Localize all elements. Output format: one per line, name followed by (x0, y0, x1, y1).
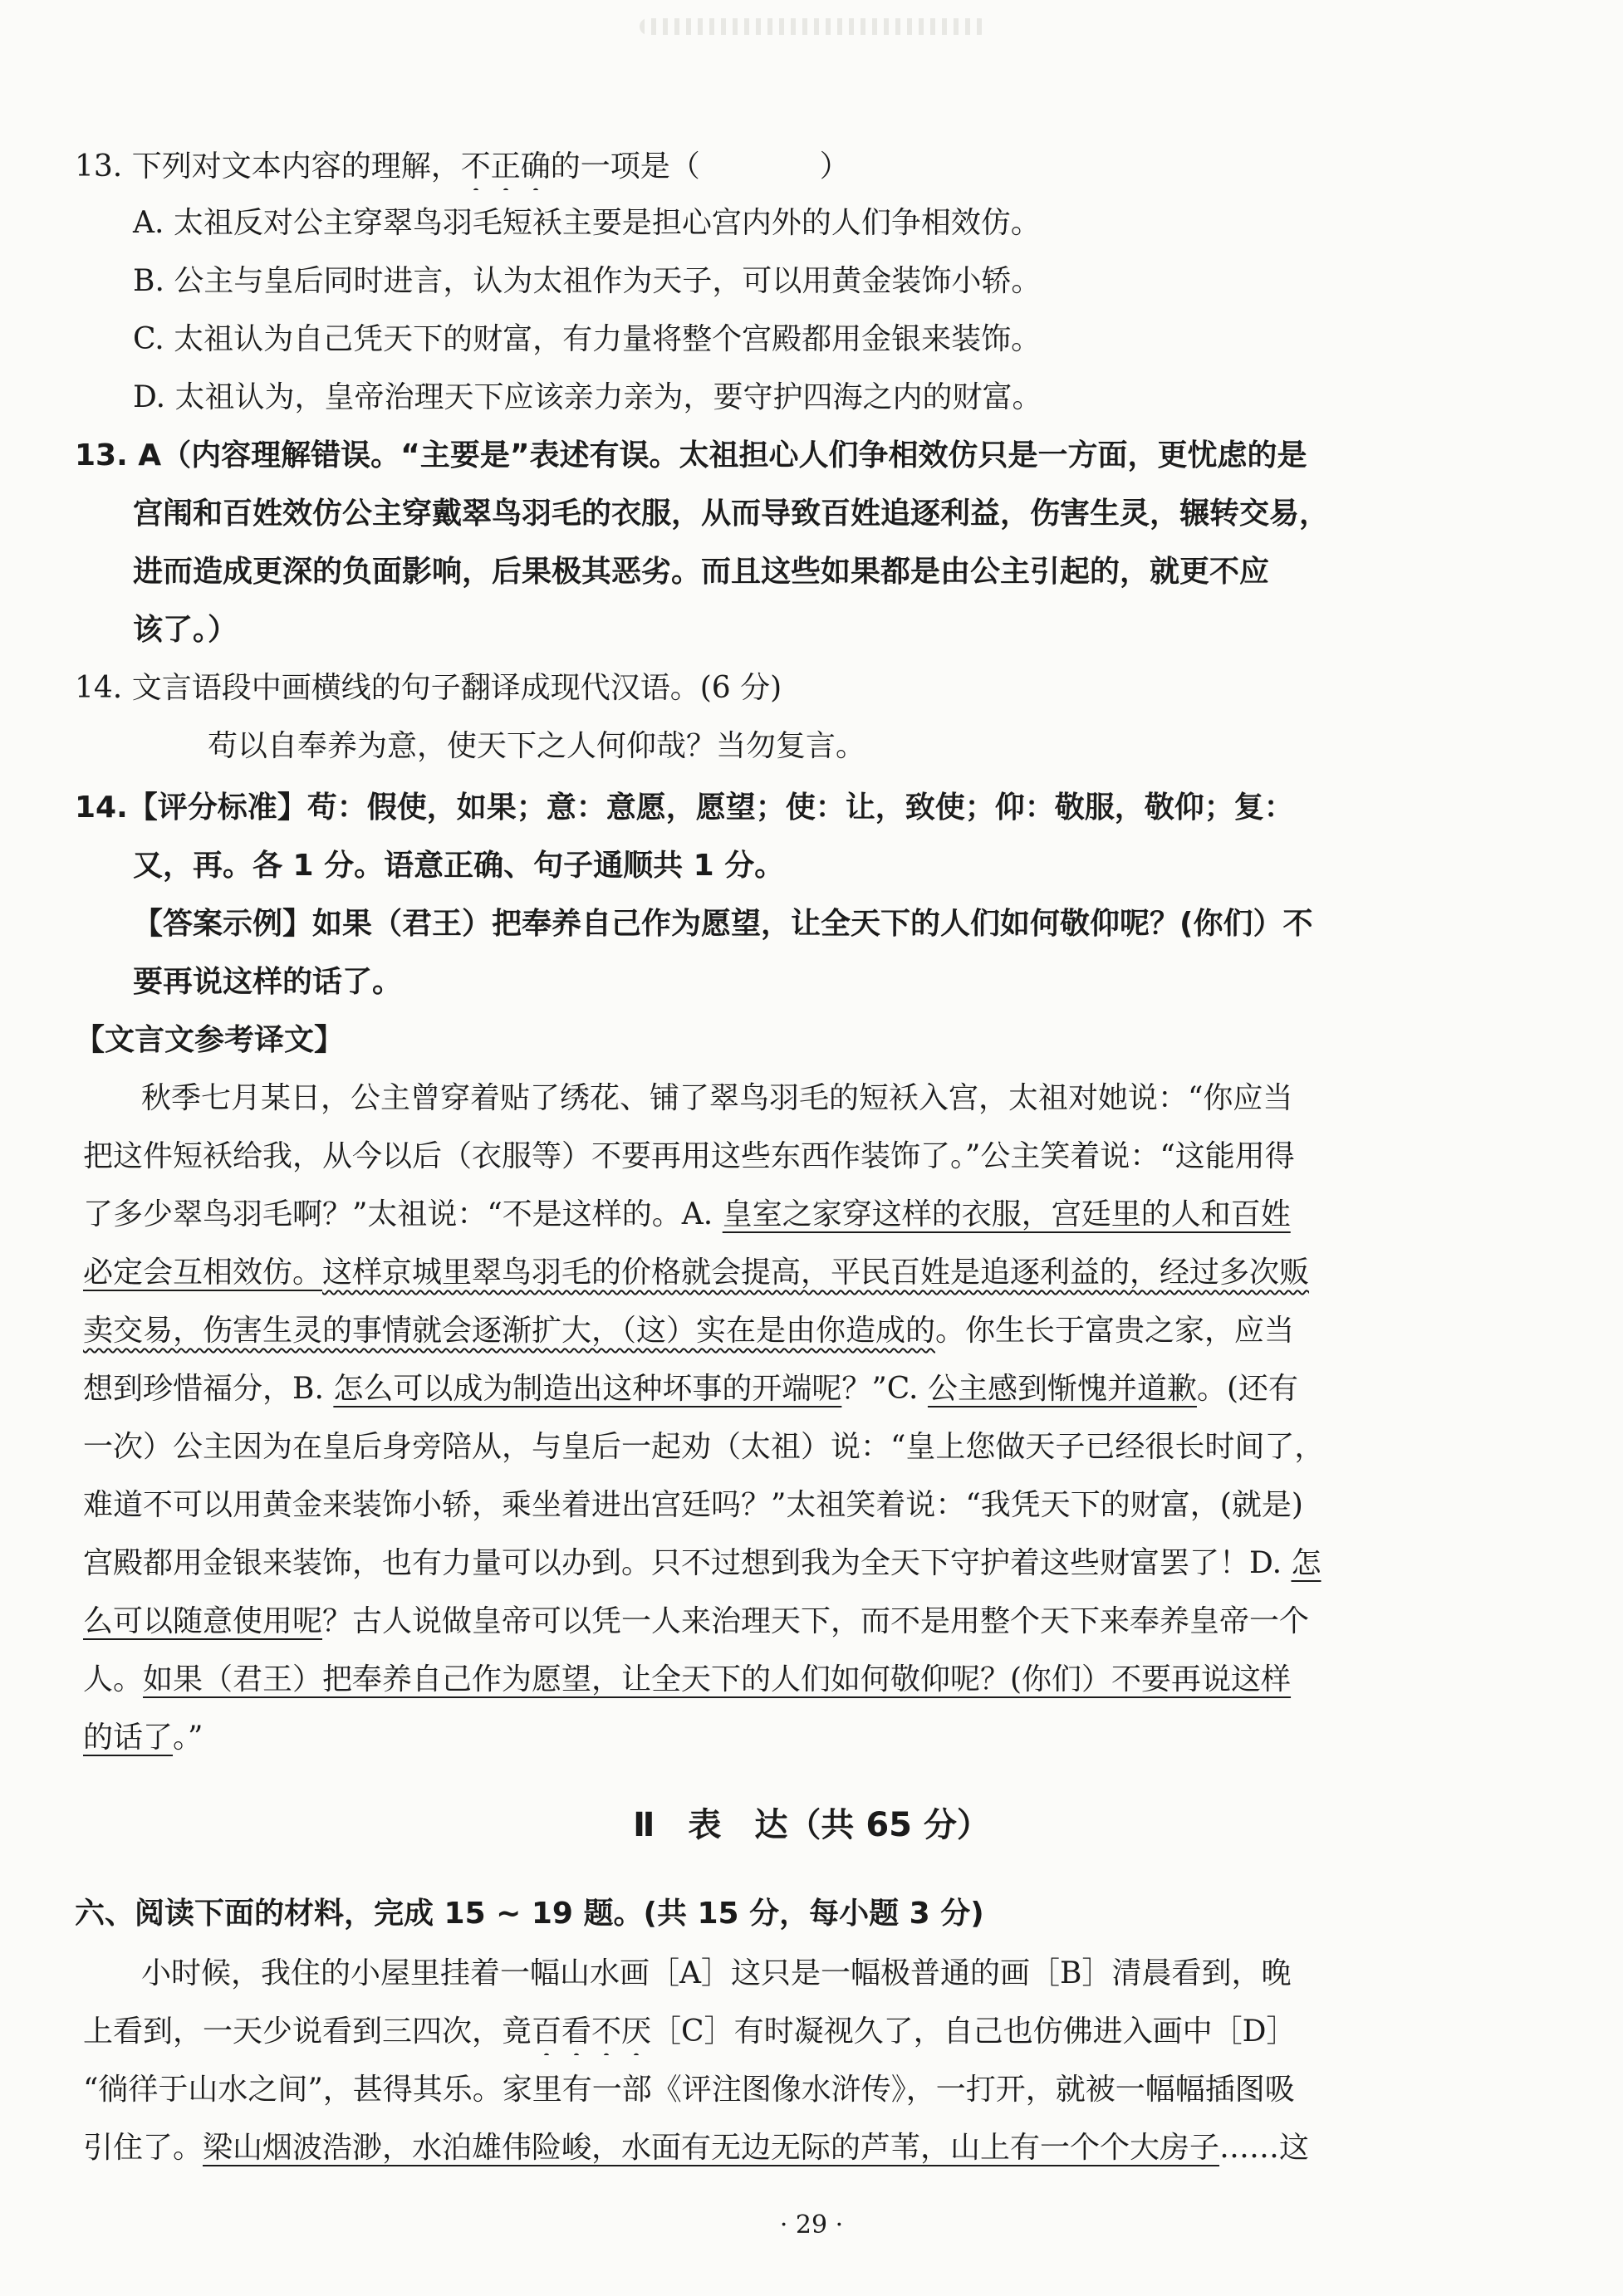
translation-line-1: 秋季七月某日，公主曾穿着贴了绣花、铺了翠鸟羽毛的短袄入宫，太祖对她说：“你应当 (141, 1081, 1293, 1115)
q13-stem-emphasis: 不正确 (461, 149, 551, 190)
underlined-sentence-a: 皇室之家穿这样的衣服，宫廷里的人和百姓 (722, 1197, 1291, 1231)
translation-line-10: 么可以随意使用呢？古人说做皇帝可以凭一人来治理天下，而不是用整个天下来奉养皇帝一个 (83, 1604, 1310, 1638)
translation-line-8: 难道不可以用黄金来装饰小轿，乘坐着进出宫廷吗？”太祖笑着说：“我凭天下的财富，(就是) (83, 1488, 1303, 1522)
translation-line-6: 想到珍惜福分，B. 怎么可以成为制造出这种坏事的开端呢？”C. 公主感到惭愧并道歉。(还有 (83, 1372, 1299, 1406)
underlined-translation-answer-end: 的话了 (83, 1721, 174, 1755)
translation-line-3: 了多少翠鸟羽毛啊？”太祖说：“不是这样的。A. 皇室之家穿这样的衣服，宫廷里的人和百姓 (83, 1197, 1291, 1231)
translation-title: 【文言文参考译文】 (75, 1023, 345, 1057)
q13-option-c: C. 太祖认为自己凭天下的财富，有力量将整个宫殿都用金银来装饰。 (133, 322, 1042, 356)
page-number: · 29 · (779, 2210, 844, 2240)
a14-line-3: 【答案示例】如果（君王）把奉养自己作为愿望，让全天下的人们如何敬仰呢？(你们）不 (133, 907, 1313, 941)
translation-line-5: 卖交易，伤害生灵的事情就会逐渐扩大，（这）实在是由你造成的。你生长于富贵之家，应当 (83, 1314, 1295, 1348)
translation-line-2: 把这件短袄给我，从今以后（衣服等）不要再用这些东西作装饰了。”公主笑着说：“这能用得 (83, 1139, 1295, 1173)
section-6-para-2: 上看到，一天少说看到三四次，竟百看不厌［C］有时凝视久了，自己也仿佛进入画中［D］ (83, 2011, 1296, 2053)
section-6-para-3: “徜徉于山水之间”，甚得其乐。家里有一部《评注图像水浒传》，一打开，就被一幅幅插图吸 (83, 2073, 1295, 2107)
a13-line-3: 进而造成更深的负面影响，后果极其恶劣。而且这些如果都是由公主引起的，就更不应 (133, 555, 1270, 589)
a14-line-2: 又，再。各 1 分。语意正确、句子通顺共 1 分。 (133, 849, 785, 883)
underlined-sentence-b: 怎么可以成为制造出这种坏事的开端呢 (333, 1372, 842, 1406)
q13-option-d: D. 太祖认为，皇帝治理天下应该亲力亲为，要守护四海之内的财富。 (133, 380, 1042, 414)
q14-stem: 14. 文言语段中画横线的句子翻译成现代汉语。(6 分) (75, 671, 782, 705)
scan-smudge (640, 18, 988, 35)
translation-line-11: 人。如果（君王）把奉养自己作为愿望，让全天下的人们如何敬仰呢？(你们）不要再说这样 (83, 1662, 1292, 1696)
underlined-translation-answer: 如果（君王）把奉养自己作为愿望，让全天下的人们如何敬仰呢？(你们）不要再说这样 (143, 1662, 1292, 1696)
q13-stem-tail: 的一项是（ ） (550, 149, 850, 184)
q13-option-a: A. 太祖反对公主穿翠鸟羽毛短袄主要是担心宫内外的人们争相效仿。 (133, 206, 1041, 240)
translation-line-12: 的话了。” (83, 1721, 203, 1755)
a14-line-1: 14.【评分标准】苟：假使，如果；意：意愿，愿望；使：让，致使；仰：敬服，敬仰；复： (75, 791, 1294, 825)
a13-line-1: 13. A（内容理解错误。“主要是”表述有误。太祖担心人们争相效仿只是一方面，更忧虑的是 (75, 438, 1307, 472)
a13-line-4: 该了。） (133, 613, 238, 647)
dotted-emphasis: 百看不厌 (532, 2015, 651, 2055)
underlined-sentence-d: 怎 (1291, 1546, 1321, 1580)
q13-stem (75, 146, 850, 188)
wavy-underlined-sentence: 这样京城里翠鸟羽毛的价格就会提高，平民百姓是追逐利益的，经过多次贩 (322, 1256, 1310, 1290)
q13-option-b: B. 公主与皇后同时进言，认为太祖作为天子，可以用黄金装饰小轿。 (133, 264, 1042, 298)
underlined-sentence-a-end: 必定会互相效仿。 (83, 1256, 323, 1290)
a14-line-4: 要再说这样的话了。 (133, 965, 403, 999)
section-6-para-4: 引住了。梁山烟波浩渺，水泊雄伟险峻，水面有无边无际的芦苇，山上有一个个大房子……这 (83, 2131, 1310, 2165)
translation-line-9: 宫殿都用金银来装饰，也有力量可以办到。只不过想到我为全天下守护着这些财富罢了！D. 怎 (83, 1546, 1321, 1580)
underlined-sentence-c: 公主感到惭愧并道歉 (927, 1372, 1197, 1406)
q13-stem-text: 13. 下列对文本内容的理解， (75, 149, 461, 184)
section-6-title: 六、阅读下面的材料，完成 15 ~ 19 题。(共 15 分，每小题 3 分) (75, 1897, 984, 1931)
underlined-sentence-d-end: 么可以随意使用呢 (83, 1604, 323, 1638)
wavy-underlined-sentence-end: 卖交易，伤害生灵的事情就会逐渐扩大，（这）实在是由你造成的 (83, 1314, 936, 1348)
translation-line-4 (83, 1252, 1309, 1294)
a13-line-2: 宫闱和百姓效仿公主穿戴翠鸟羽毛的衣服，从而导致百姓追逐利益，伤害生灵，辗转交易， (133, 497, 1330, 531)
translation-line-7: 一次）公主因为在皇后身旁陪从，与皇后一起劝（太祖）说：“皇上您做天子已经很长时间了， (83, 1430, 1325, 1464)
q14-sentence: 苟以自奉养为意，使天下之人何仰哉？当勿复言。 (208, 729, 866, 763)
section-2-title: Ⅱ 表 达（共 65 分） (633, 1806, 990, 1844)
section-6-para-1: 小时候，我住的小屋里挂着一幅山水画［A］这只是一幅极普通的画［B］清晨看到，晚 (141, 1956, 1292, 1990)
underlined-material-sentence: 梁山烟波浩渺，水泊雄伟险峻，水面有无边无际的芦苇，山上有一个个大房子 (203, 2131, 1220, 2165)
